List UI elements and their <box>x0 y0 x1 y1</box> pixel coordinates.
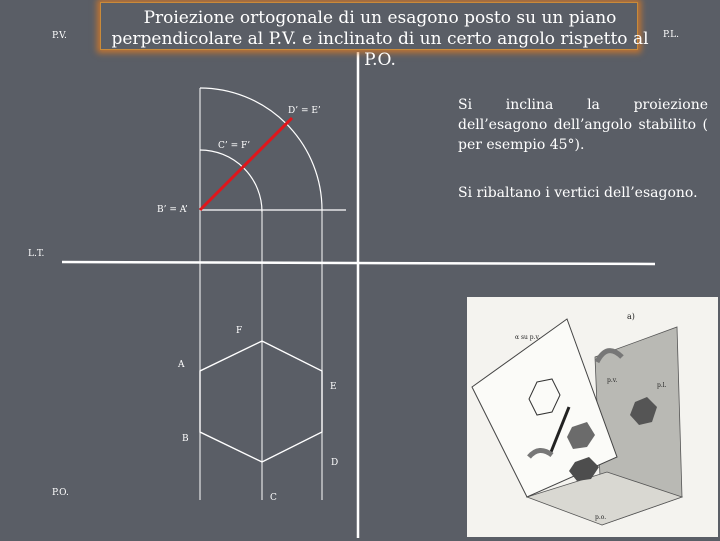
ground-line-lt <box>62 262 655 264</box>
inset-illustration <box>467 297 718 537</box>
label-b: B <box>182 434 189 444</box>
note-tilt: Si inclina la proiezione dell’esagono dell’angolo stabilito ( per esempio 45°). <box>458 97 708 153</box>
label-f: F <box>236 326 243 336</box>
label-ba-prime: B’ = A’ <box>157 205 188 215</box>
label-pl: P.L. <box>663 30 679 40</box>
hexagon-plan <box>200 341 322 462</box>
label-lt: L.T. <box>28 249 45 259</box>
label-a: A <box>178 360 185 370</box>
label-cf-prime: C’ = F’ <box>218 141 251 151</box>
slide-title: Proiezione ortogonale di un esagono posto su un piano perpendicolare al P.V. e inclinato di un certo angolo rispetto al P.O. <box>111 8 649 70</box>
inset-alpha-label: α su p.v. <box>515 334 541 341</box>
inset-po-label: p.o. <box>595 514 607 521</box>
inset-corner-label: a) <box>627 312 635 321</box>
label-e: E <box>330 382 337 392</box>
label-po: P.O. <box>52 488 69 498</box>
tilted-hexagon-edge <box>200 118 292 210</box>
note-rotate: Si ribaltano i vertici dell’esagono. <box>458 185 698 201</box>
label-d: D <box>331 458 339 468</box>
label-pv: P.V. <box>52 31 67 41</box>
inset-drawing <box>467 297 718 537</box>
inset-pv-label: p.v. <box>607 377 618 384</box>
label-c: C <box>270 493 277 503</box>
label-de-prime: D’ = E’ <box>288 106 321 116</box>
inset-pl-label: p.l. <box>657 382 667 389</box>
